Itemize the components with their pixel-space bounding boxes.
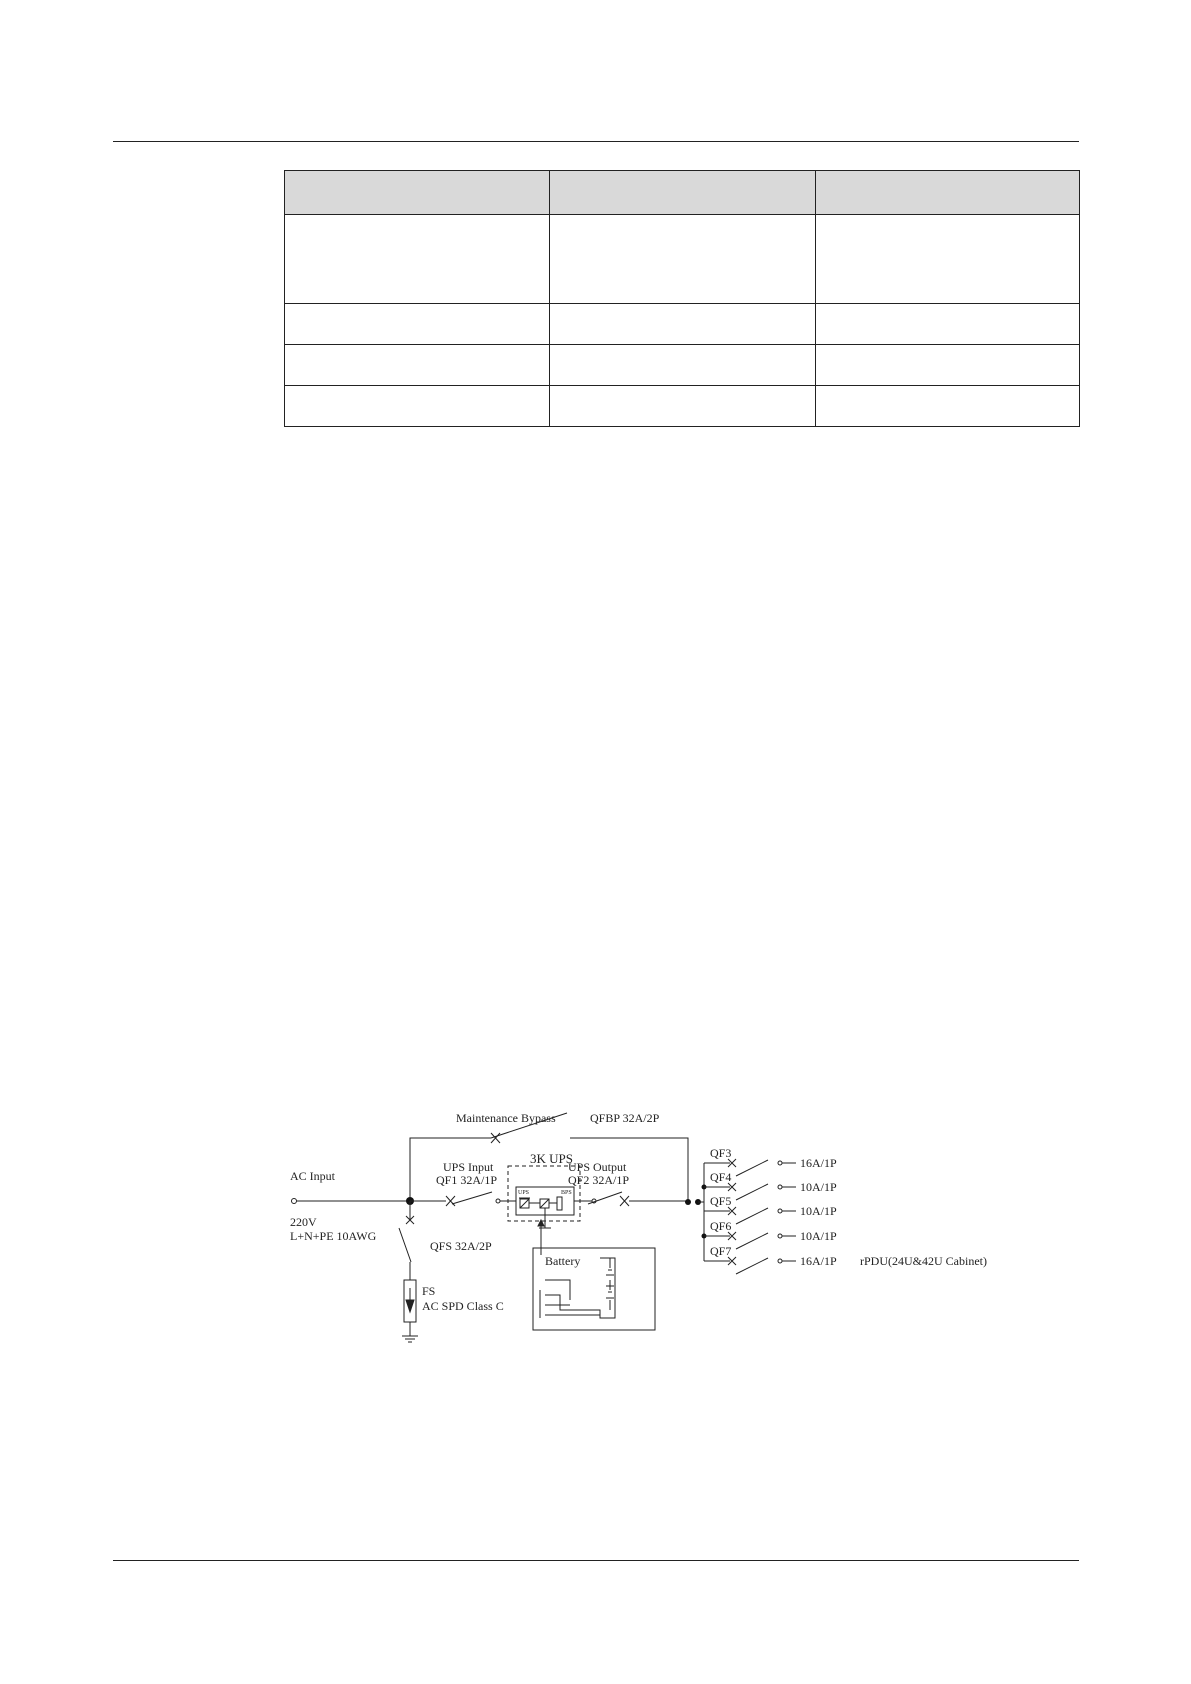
qf7-terminal	[778, 1259, 782, 1263]
table-cell	[816, 386, 1080, 427]
power-distribution-diagram	[270, 1100, 1010, 1380]
branch-qf7	[704, 1244, 837, 1274]
qf7-label: QF7	[710, 1244, 732, 1258]
spec-table	[284, 170, 1080, 427]
qf1-switch-blade	[452, 1192, 492, 1204]
table-row	[285, 345, 1080, 386]
qf5-terminal	[778, 1209, 782, 1213]
qf6-rating: 10A/1P	[800, 1229, 837, 1243]
bps-inner-label: BPS	[561, 1190, 572, 1196]
qf5-label: QF5	[710, 1194, 732, 1208]
table-header-cell	[550, 171, 816, 215]
spd-arrow-icon	[406, 1300, 414, 1312]
rectifier-icon-diag	[520, 1199, 529, 1208]
table-header-cell	[285, 171, 550, 215]
fs-label: FS	[422, 1284, 436, 1298]
table-cell	[285, 304, 550, 345]
qf1-breaker-cross-icon	[446, 1196, 455, 1206]
table-header-cell	[816, 171, 1080, 215]
qf3-rating: 16A/1P	[800, 1156, 837, 1170]
output-junction-1	[685, 1199, 691, 1205]
qf4-rating: 10A/1P	[800, 1180, 837, 1194]
static-switch-icon	[557, 1197, 562, 1210]
ups-title: 3K UPS	[530, 1151, 573, 1166]
table-cell	[816, 345, 1080, 386]
table-cell	[285, 345, 550, 386]
table-cell	[816, 304, 1080, 345]
table-row	[285, 215, 1080, 304]
qf3-label: QF3	[710, 1146, 732, 1160]
qf3-terminal	[778, 1161, 782, 1165]
battery-label: Battery	[545, 1254, 581, 1268]
table-cell	[550, 386, 816, 427]
rpdu-note: rPDU(24U&42U Cabinet)	[860, 1254, 987, 1268]
table-row	[285, 304, 1080, 345]
qf7-rating: 16A/1P	[800, 1254, 837, 1268]
qfs-switch-blade	[399, 1228, 411, 1262]
table-cell	[285, 386, 550, 427]
cable-label: L+N+PE 10AWG	[290, 1229, 377, 1243]
table-cell	[550, 345, 816, 386]
qf4-terminal	[778, 1185, 782, 1189]
qf6-terminal	[778, 1234, 782, 1238]
qf1-label: QF1 32A/1P	[436, 1173, 498, 1187]
table-row	[285, 386, 1080, 427]
table-cell	[816, 215, 1080, 304]
qf5-rating: 10A/1P	[800, 1204, 837, 1218]
qf2-switch-blade	[588, 1192, 622, 1204]
ups-input-label: UPS Input	[443, 1160, 494, 1174]
qf4-label: QF4	[710, 1170, 732, 1184]
voltage-label: 220V	[290, 1215, 317, 1229]
footer-rule	[113, 1560, 1079, 1561]
header-rule	[113, 141, 1079, 142]
ups-inner-label: UPS	[518, 1190, 530, 1196]
qfs-label: QFS 32A/2P	[430, 1239, 492, 1253]
qf2-label: QF2 32A/1P	[568, 1173, 630, 1187]
ac-input-label: AC Input	[290, 1169, 335, 1183]
table-cell	[285, 215, 550, 304]
qf2-breaker-cross-icon	[620, 1196, 629, 1206]
spd-label: AC SPD Class C	[422, 1299, 504, 1313]
qf1-node	[496, 1199, 500, 1203]
battery-cell-plates	[606, 1275, 614, 1298]
table-cell	[550, 304, 816, 345]
qf6-label: QF6	[710, 1219, 732, 1233]
ac-input-terminal	[292, 1199, 297, 1204]
inverter-icon-diag	[540, 1199, 549, 1208]
battery-cells-icon	[608, 1258, 612, 1310]
qfbp-label: QFBP 32A/2P	[590, 1111, 660, 1125]
table-header-row	[285, 171, 1080, 215]
table-cell	[550, 215, 816, 304]
ups-output-label: UPS Output	[568, 1160, 627, 1174]
maintenance-bypass-label: Maintenance Bypass	[456, 1111, 556, 1125]
